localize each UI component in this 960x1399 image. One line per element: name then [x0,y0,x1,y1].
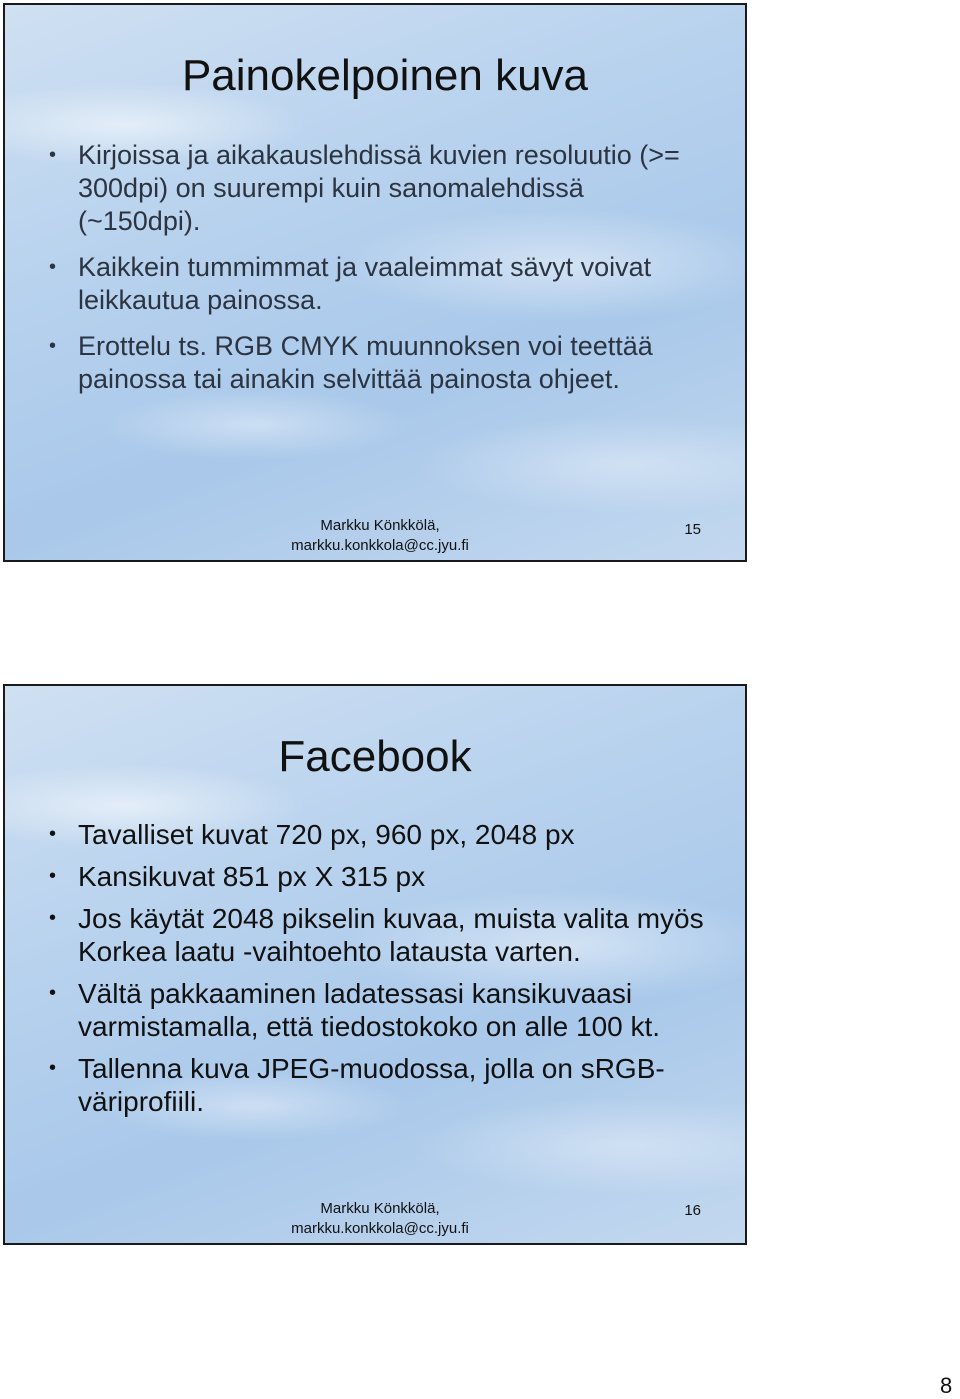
slide-footer [265,1199,495,1239]
bullet-text: Tavalliset kuvat 720 px, 960 px, 2048 px [78,819,575,850]
bullet-dot: • [49,907,57,929]
bullet-text: Tallenna kuva JPEG-muodossa, jolla on sRGB-väriprofiili. [78,1053,665,1117]
bullet-dot: • [49,823,57,845]
bullet-item [49,860,705,893]
slide-title: Facebook [278,732,472,781]
bullet-item [49,139,705,238]
slide-title: Painokelpoinen kuva [181,51,589,100]
footer-email: markku.konkkola@cc.jyu.fi [291,1220,469,1237]
slide-15 [3,3,747,562]
slide-number: 15 [684,521,701,538]
bullet-item [49,902,705,968]
footer-author: Markku Könkkölä, [320,1200,440,1217]
bullet-list [49,818,705,1127]
bullet-dot: • [49,144,57,166]
bullet-dot: • [49,335,57,357]
bullet-text: Erottelu ts. RGB CMYK muunnoksen voi teettää painossa tai ainakin selvittää painosta ohjeet. [78,331,653,394]
slide-16 [3,684,747,1245]
bullet-dot: • [49,256,57,278]
bullet-item [49,330,705,396]
bullet-item [49,977,705,1043]
bullet-text: Vältä pakkaaminen ladatessasi kansikuvaasi varmistamalla, että tiedostokoko on alle 100 kt. [78,978,661,1042]
slide-footer [265,516,495,556]
bullet-text: Jos käytät 2048 pikselin kuvaa, muista valita myös Korkea laatu -vaihtoehto latausta varten. [78,903,704,967]
bullet-item [49,1052,705,1118]
footer-author: Markku Könkkölä, [320,517,440,534]
bullet-item [49,251,705,317]
page-number: 8 [940,1373,953,1398]
bullet-dot: • [49,865,57,887]
footer-email: markku.konkkola@cc.jyu.fi [291,537,469,554]
bullet-item [49,818,705,851]
bullet-list [49,139,705,409]
bullet-text: Kirjoissa ja aikakauslehdissä kuvien resoluutio (>= 300dpi) on suurempi kuin sanomalehdissä (~150dpi). [78,140,680,236]
slide-number: 16 [684,1202,701,1219]
bullet-text: Kansikuvat 851 px X 315 px [78,861,426,892]
bullet-dot: • [49,1057,57,1079]
bullet-text: Kaikkein tummimmat ja vaaleimmat sävyt voivat leikkautua painossa. [78,252,652,315]
bullet-dot: • [49,982,57,1004]
